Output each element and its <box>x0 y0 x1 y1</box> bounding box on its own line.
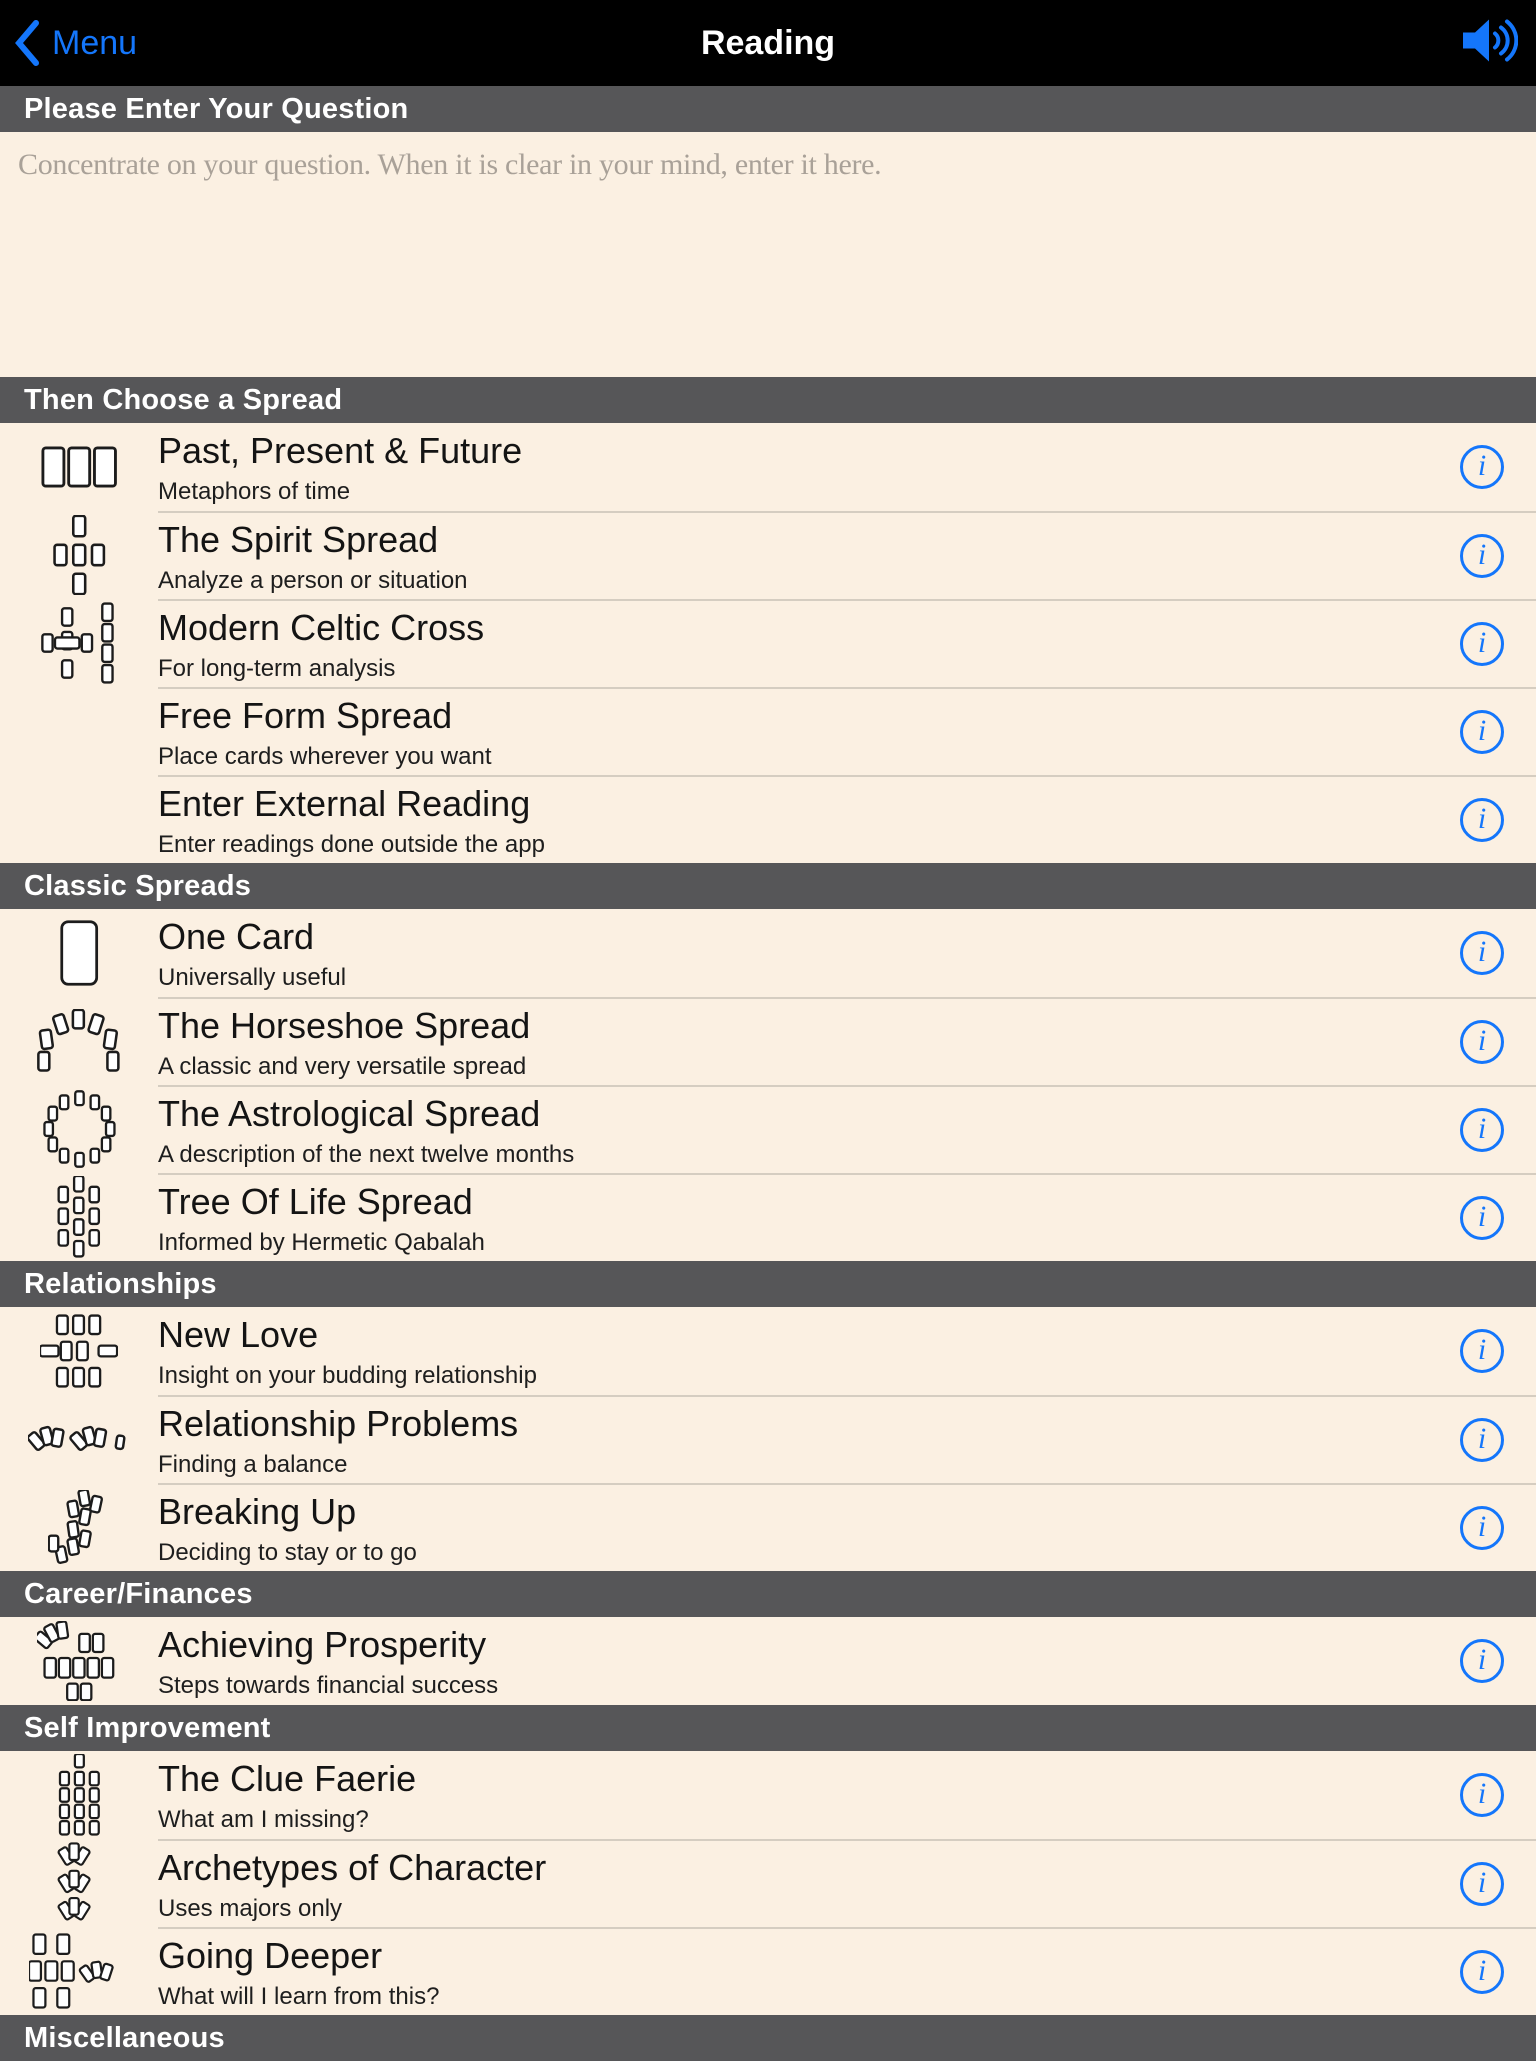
question-section-header: Please Enter Your Question <box>0 86 1536 132</box>
spread-subtitle: Place cards wherever you want <box>158 743 492 771</box>
spread-subtitle: Universally useful <box>158 964 347 992</box>
spread-row-content <box>158 1307 1536 1395</box>
spread-text <box>158 517 1428 595</box>
spirit-spread-icon <box>0 511 158 599</box>
info-icon: i <box>1477 1865 1487 1899</box>
spread-subtitle: Informed by Hermetic Qabalah <box>158 1229 485 1257</box>
spread-text <box>158 1933 1428 2011</box>
info-button[interactable] <box>1460 1639 1504 1683</box>
spread-title: Past, Present & Future <box>158 429 523 471</box>
new-love-spread-icon <box>0 1307 158 1395</box>
info-column <box>1428 1329 1536 1373</box>
spread-row[interactable] <box>0 1307 1536 1395</box>
spread-row[interactable] <box>0 1085 1536 1173</box>
spread-row-content <box>158 687 1536 775</box>
section-header: Miscellaneous <box>0 2015 1536 2061</box>
info-button[interactable] <box>1460 1108 1504 1152</box>
spread-title: New Love <box>158 1313 319 1355</box>
spread-title: One Card <box>158 915 315 957</box>
spread-row[interactable] <box>0 1173 1536 1261</box>
celtic-cross-spread-icon <box>0 599 158 687</box>
info-button[interactable] <box>1460 1329 1504 1373</box>
spread-row[interactable] <box>0 1395 1536 1483</box>
spread-row[interactable] <box>0 775 1536 863</box>
spread-text <box>158 1401 1428 1479</box>
spread-title: The Spirit Spread <box>158 518 439 560</box>
no-icon <box>0 687 158 775</box>
two-fans-spread-icon <box>0 1395 158 1483</box>
clue-grid-spread-icon <box>0 1751 158 1839</box>
spread-title: Free Form Spread <box>158 694 453 736</box>
info-column <box>1428 534 1536 578</box>
info-button[interactable] <box>1460 1506 1504 1550</box>
info-column <box>1428 1950 1536 1994</box>
info-column <box>1428 798 1536 842</box>
info-icon: i <box>1477 1642 1487 1676</box>
spread-text <box>158 1003 1428 1081</box>
info-icon: i <box>1477 713 1487 747</box>
info-icon: i <box>1477 934 1487 968</box>
info-icon: i <box>1477 1332 1487 1366</box>
section-header: Then Choose a Spread <box>0 377 1536 423</box>
info-button[interactable] <box>1460 1196 1504 1240</box>
spread-subtitle: What will I learn from this? <box>158 1983 440 2011</box>
astrological-spread-icon <box>0 1085 158 1173</box>
section-header: Career/Finances <box>0 1571 1536 1617</box>
no-icon <box>0 775 158 863</box>
sound-button[interactable] <box>1462 18 1518 69</box>
spread-text <box>158 914 1428 992</box>
spread-text <box>158 1622 1428 1700</box>
page-title: Reading <box>700 23 836 62</box>
chevron-left-icon <box>14 19 40 67</box>
spread-title: Enter External Reading <box>158 782 531 824</box>
speaker-icon <box>1462 18 1518 64</box>
spread-text <box>158 428 1428 506</box>
spread-row-content <box>158 1839 1536 1927</box>
info-icon: i <box>1477 801 1487 835</box>
info-column <box>1428 1639 1536 1683</box>
info-button[interactable] <box>1460 445 1504 489</box>
spread-title: Modern Celtic Cross <box>158 606 485 648</box>
spread-title: Breaking Up <box>158 1490 357 1532</box>
spread-row[interactable] <box>0 599 1536 687</box>
spread-row[interactable] <box>0 997 1536 1085</box>
spread-subtitle: For long-term analysis <box>158 655 396 683</box>
info-column <box>1428 1418 1536 1462</box>
question-input[interactable] <box>0 132 1536 377</box>
section-header: Classic Spreads <box>0 863 1536 909</box>
spread-text <box>158 781 1428 859</box>
spread-subtitle: Analyze a person or situation <box>158 567 468 595</box>
info-column <box>1428 1506 1536 1550</box>
zigzag-spread-icon <box>0 1483 158 1571</box>
one-card-spread-icon <box>0 909 158 997</box>
spread-text <box>158 1756 1428 1834</box>
back-button-label: Menu <box>52 23 138 62</box>
info-column <box>1428 1108 1536 1152</box>
spread-subtitle: Deciding to stay or to go <box>158 1539 417 1567</box>
spread-row[interactable] <box>0 1617 1536 1705</box>
spread-row[interactable] <box>0 1751 1536 1839</box>
spread-row-content <box>158 1617 1536 1705</box>
spread-text <box>158 605 1428 683</box>
question-area <box>0 132 1536 377</box>
info-icon: i <box>1477 1421 1487 1455</box>
spread-text <box>158 693 1428 771</box>
spread-row-content <box>158 1927 1536 2015</box>
info-column <box>1428 1862 1536 1906</box>
spread-subtitle: Enter readings done outside the app <box>158 831 545 859</box>
going-deeper-spread-icon <box>0 1927 158 2015</box>
spread-row[interactable] <box>0 511 1536 599</box>
three-cards-spread-icon <box>0 423 158 511</box>
info-button[interactable] <box>1460 1020 1504 1064</box>
info-button[interactable] <box>1460 1773 1504 1817</box>
info-icon: i <box>1477 1111 1487 1145</box>
spread-row[interactable] <box>0 687 1536 775</box>
spread-subtitle: A classic and very versatile spread <box>158 1053 527 1081</box>
spread-subtitle: Insight on your budding relationship <box>158 1362 537 1390</box>
horseshoe-spread-icon <box>0 997 158 1085</box>
spread-title: Archetypes of Character <box>158 1846 547 1888</box>
info-icon: i <box>1477 1023 1487 1057</box>
spread-list <box>0 377 1536 2061</box>
spread-row[interactable] <box>0 1839 1536 1927</box>
info-button[interactable] <box>1460 534 1504 578</box>
info-icon: i <box>1477 1509 1487 1543</box>
info-column <box>1428 622 1536 666</box>
section-header: Relationships <box>0 1261 1536 1307</box>
info-button[interactable] <box>1460 931 1504 975</box>
spread-row-content <box>158 1483 1536 1571</box>
prosperity-spread-icon <box>0 1617 158 1705</box>
info-column <box>1428 931 1536 975</box>
spread-text <box>158 1845 1428 1923</box>
info-icon: i <box>1477 537 1487 571</box>
three-fans-spread-icon <box>0 1839 158 1927</box>
tree-of-life-spread-icon <box>0 1173 158 1261</box>
info-icon: i <box>1477 1953 1487 1987</box>
spread-text <box>158 1179 1428 1257</box>
spread-row[interactable] <box>0 909 1536 997</box>
spread-row-content <box>158 599 1536 687</box>
info-button[interactable] <box>1460 1950 1504 1994</box>
info-icon: i <box>1477 1199 1487 1233</box>
spread-title: Relationship Problems <box>158 1402 519 1444</box>
spread-row-content <box>158 423 1536 511</box>
spread-title: Tree Of Life Spread <box>158 1180 473 1222</box>
spread-row-content <box>158 511 1536 599</box>
info-column <box>1428 710 1536 754</box>
spread-row-content <box>158 775 1536 863</box>
section-header: Self Improvement <box>0 1705 1536 1751</box>
spread-row[interactable] <box>0 423 1536 511</box>
spread-row[interactable] <box>0 1927 1536 2015</box>
info-icon: i <box>1477 1776 1487 1810</box>
info-button[interactable] <box>1460 798 1504 842</box>
back-button[interactable] <box>14 19 137 67</box>
spread-subtitle: Steps towards financial success <box>158 1672 499 1700</box>
spread-title: The Horseshoe Spread <box>158 1004 531 1046</box>
spread-row-content <box>158 1173 1536 1261</box>
spread-row[interactable] <box>0 1483 1536 1571</box>
info-column <box>1428 1196 1536 1240</box>
info-button[interactable] <box>1460 1418 1504 1462</box>
spread-title: Achieving Prosperity <box>158 1623 487 1665</box>
spread-text <box>158 1312 1428 1390</box>
info-button[interactable] <box>1460 710 1504 754</box>
spread-subtitle: What am I missing? <box>158 1806 369 1834</box>
spread-title: The Clue Faerie <box>158 1757 417 1799</box>
spread-subtitle: Finding a balance <box>158 1451 348 1479</box>
info-button[interactable] <box>1460 1862 1504 1906</box>
spread-text <box>158 1489 1428 1567</box>
spread-subtitle: A description of the next twelve months <box>158 1141 575 1169</box>
info-button[interactable] <box>1460 622 1504 666</box>
spread-text <box>158 1091 1428 1169</box>
spread-row-content <box>158 997 1536 1085</box>
spread-row-content <box>158 1395 1536 1483</box>
info-column <box>1428 1020 1536 1064</box>
info-icon: i <box>1477 448 1487 482</box>
spread-title: Going Deeper <box>158 1934 383 1976</box>
spread-subtitle: Uses majors only <box>158 1895 343 1923</box>
info-column <box>1428 1773 1536 1817</box>
info-column <box>1428 445 1536 489</box>
navigation-bar <box>0 0 1536 86</box>
spread-row-content <box>158 1751 1536 1839</box>
info-icon: i <box>1477 625 1487 659</box>
spread-row-content <box>158 909 1536 997</box>
spread-subtitle: Metaphors of time <box>158 478 351 506</box>
spread-row-content <box>158 1085 1536 1173</box>
spread-title: The Astrological Spread <box>158 1092 541 1134</box>
